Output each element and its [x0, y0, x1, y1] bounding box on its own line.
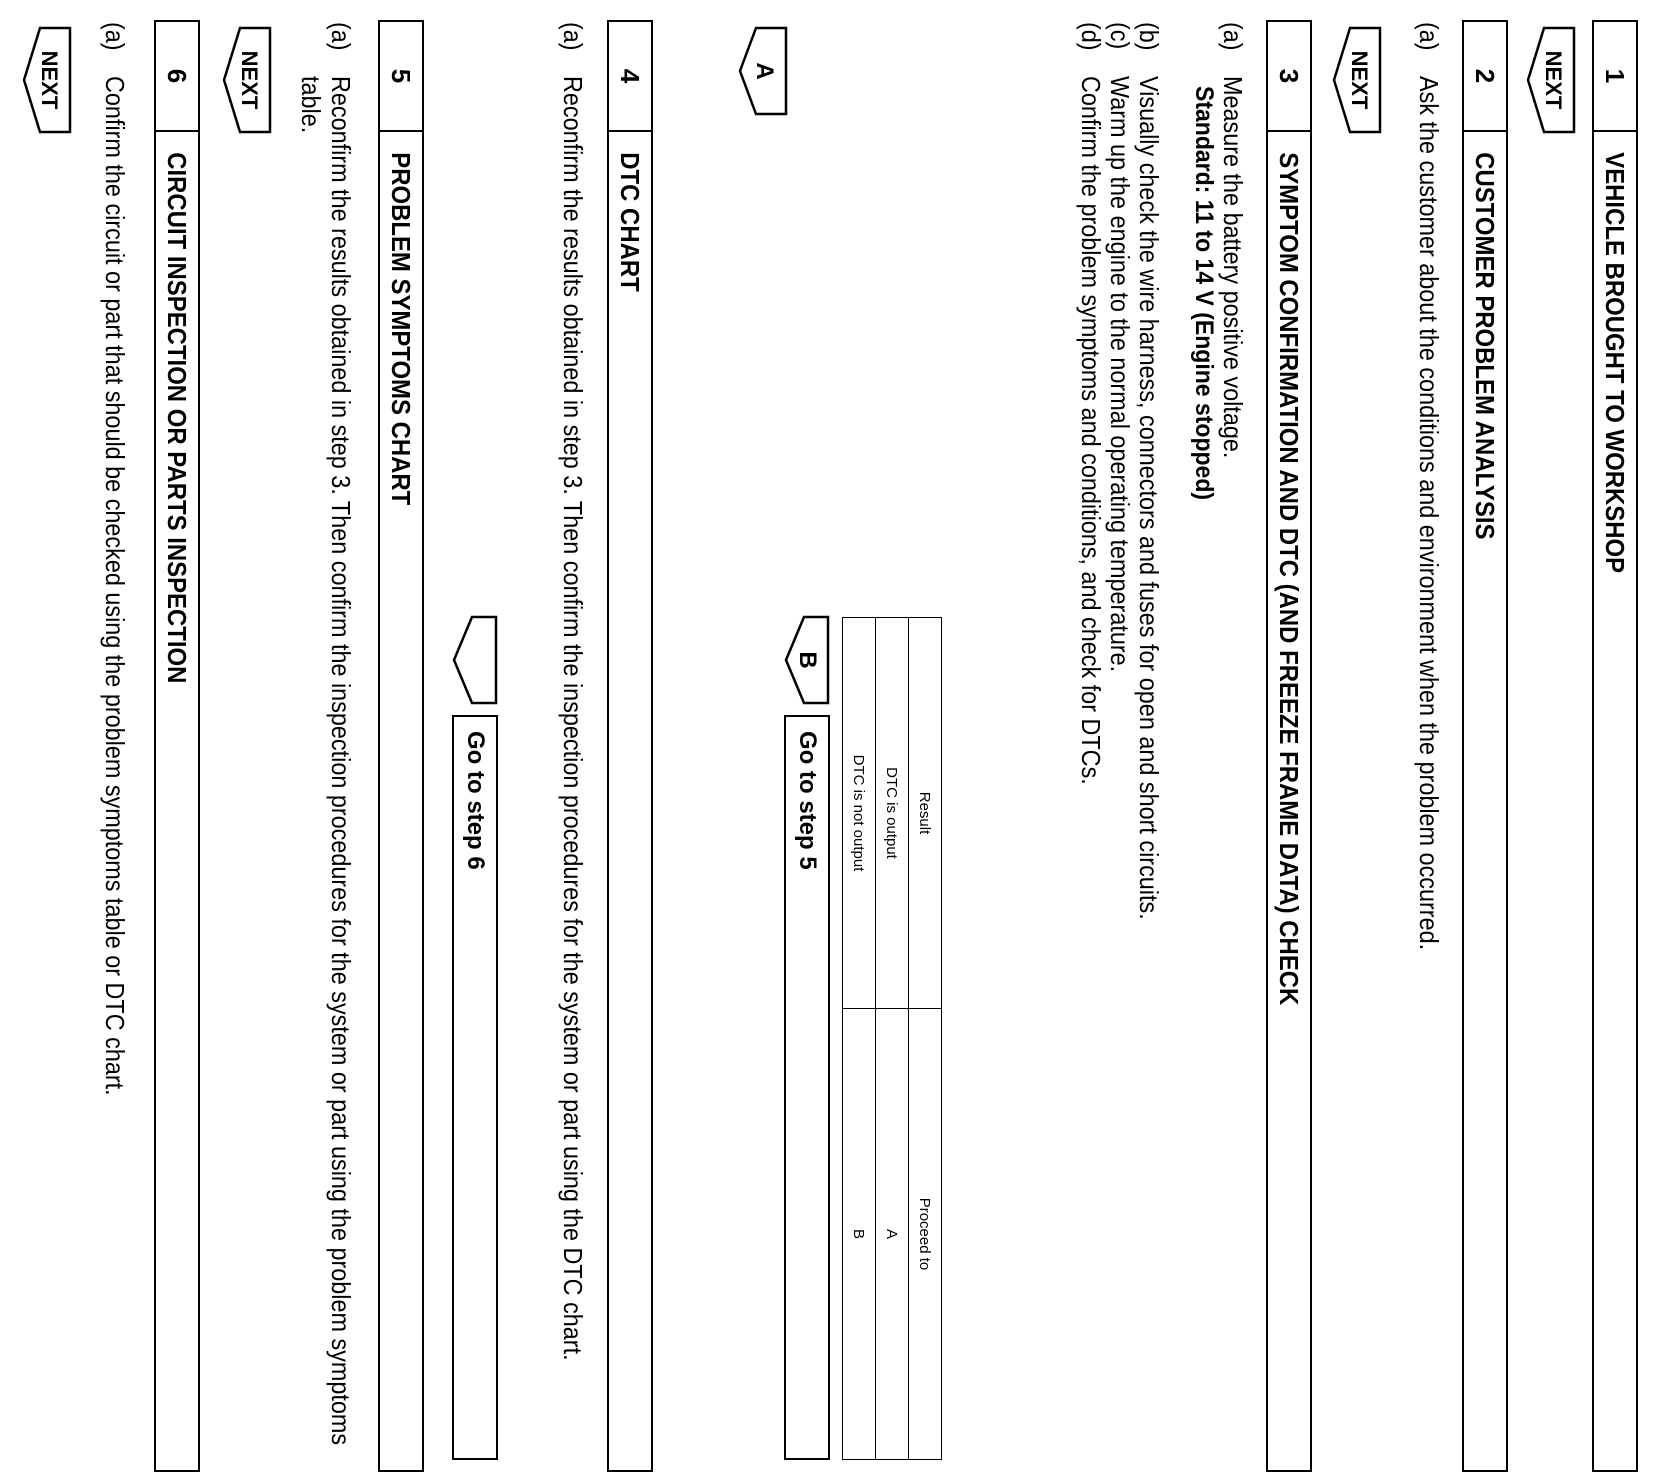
table-row [843, 618, 876, 1460]
item-label: (d) [1076, 22, 1106, 51]
branch-a-label: A [751, 62, 778, 80]
step-4-header [607, 20, 653, 1472]
item-label: (a) [558, 22, 588, 51]
step-title: PROBLEM SYMPTOMS CHART [386, 152, 417, 506]
step-6-item-a [100, 22, 130, 1318]
branch-b-label: B [794, 651, 821, 669]
step-5-header [378, 20, 424, 1472]
step-3-item-c [1105, 22, 1135, 1318]
step-3-item-d [1076, 22, 1106, 1318]
branch-b-arrow [784, 615, 830, 705]
item-text: Warm up the engine to the normal operating temperature. [1105, 76, 1135, 673]
step-6-header [154, 20, 200, 1472]
header-proceed: Proceed to [909, 1009, 942, 1460]
step-title: CIRCUIT INSPECTION OR PARTS INSPECTION [162, 152, 193, 684]
item-text: Measure the battery positive voltage. [1218, 76, 1248, 459]
item-label: (a) [100, 22, 130, 51]
next-arrow [1526, 26, 1576, 134]
step-3-header [1266, 20, 1312, 1472]
proceed-cell: A [876, 1009, 909, 1460]
step-number: 3 [1268, 22, 1310, 132]
item-text: Confirm the problem symptoms and conditions, and check for DTCs. [1076, 76, 1106, 785]
branch-a-arrow [738, 26, 788, 116]
result-cell: DTC is output [876, 618, 909, 1009]
step-title: VEHICLE BROUGHT TO WORKSHOP [1600, 152, 1631, 574]
go-to-step-5-label: Go to step 5 [794, 731, 821, 870]
step-5-item-a [296, 22, 356, 1446]
standard-spec: Standard: 11 to 14 V (Engine stopped) [1190, 86, 1218, 501]
table-row [876, 618, 909, 1460]
next-arrow [222, 26, 272, 134]
go-to-step-6-box [452, 715, 498, 1460]
step-number: 4 [609, 22, 651, 132]
step-title: DTC CHART [615, 152, 646, 292]
step-3-item-b [1134, 22, 1164, 1318]
next-label: NEXT [37, 50, 62, 110]
next-arrow [1332, 26, 1382, 134]
item-text: Reconfirm the results obtained in step 3. Then confirm the inspection procedures for the system or part using the DTC chart. [558, 76, 588, 1361]
step-number: 5 [380, 22, 422, 132]
item-text: Reconfirm the results obtained in step 3. Then confirm the inspection procedures for the system or part using the problem symptoms table. [296, 76, 356, 1446]
item-text: Ask the customer about the conditions and environment when the problem occurred. [1414, 76, 1444, 951]
next-arrow [22, 26, 72, 134]
step-4-item-a [558, 22, 588, 1361]
proceed-cell: B [843, 1009, 876, 1460]
step-number: 2 [1464, 22, 1506, 132]
go-to-step-6-arrow-shape [452, 615, 498, 705]
header-result: Result [909, 618, 942, 1009]
item-label: (a) [326, 22, 356, 51]
go-to-step-6-label: Go to step 6 [462, 731, 489, 870]
go-to-step-5-box [784, 715, 830, 1460]
item-text: Visually check the wire harness, connectors and fuses for open and short circuits. [1134, 76, 1164, 920]
step-number: 6 [156, 22, 198, 132]
step-2-header [1462, 20, 1508, 1472]
result-table [842, 617, 942, 1460]
next-label: NEXT [237, 50, 262, 110]
step-number: 1 [1594, 22, 1636, 132]
table-header-row [909, 618, 942, 1460]
item-text: Confirm the circuit or part that should be checked using the problem symptoms table or DTC chart. [100, 76, 130, 1096]
step-1-header [1592, 20, 1638, 1472]
step-2-item-a [1414, 22, 1444, 1318]
item-label: (c) [1105, 22, 1135, 50]
item-label: (a) [1414, 22, 1444, 51]
item-label: (a) [1218, 22, 1248, 51]
next-label: NEXT [1541, 50, 1566, 110]
next-label: NEXT [1347, 50, 1372, 110]
step-title: CUSTOMER PROBLEM ANALYSIS [1470, 152, 1501, 540]
step-3-item-a [1218, 22, 1248, 1318]
go-to-step-6-arrow [452, 615, 498, 705]
step-title: SYMPTOM CONFIRMATION AND DTC (AND FREEZE FRAME DATA) CHECK [1274, 152, 1305, 1006]
result-cell: DTC is not output [843, 618, 876, 1009]
item-label: (b) [1134, 22, 1164, 51]
